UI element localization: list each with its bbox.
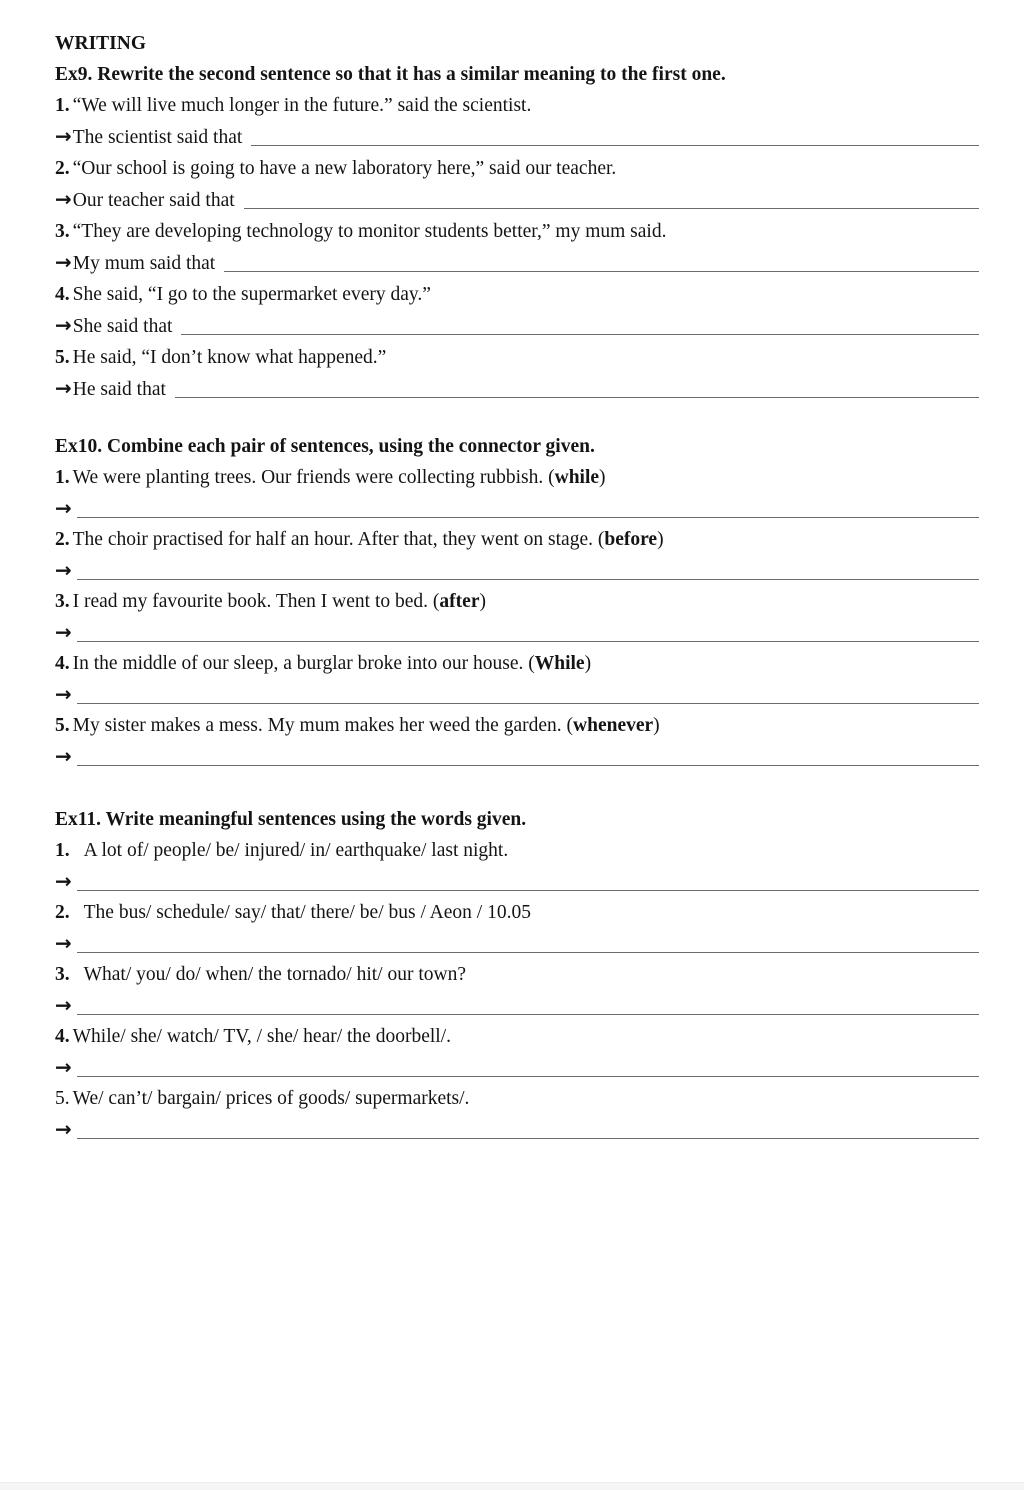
ex11-heading: Ex11. Write meaningful sentences using the words given. [55,809,527,830]
ex11-item-2-answer [55,928,979,959]
answer-blank-line [77,952,979,953]
ex9-heading: Ex9. Rewrite the second sentence so that it has a similar meaning to the first one. [55,64,726,85]
item-number: 2. [55,902,70,923]
item-number: 3. [55,221,70,242]
prompt-text: I read my favourite book. Then I went to bed. [72,591,429,612]
exercise-ex11 [55,804,979,1145]
ex9-item-2-answer [55,184,979,216]
answer-prefix: My mum said that [72,253,216,274]
prompt-text: We were planting trees. Our friends were collecting rubbish. [72,467,544,488]
answer-prefix: The scientist said that [72,127,243,148]
prompt-text: What/ you/ do/ when/ the tornado/ hit/ our town? [83,964,466,985]
arrow-icon: → [55,620,72,644]
arrow-icon: → [55,124,72,148]
ex10-item-1-answer [55,493,979,524]
ex11-item-1-prompt [55,835,979,866]
answer-blank-line [77,517,979,518]
paren-open: ( [528,653,535,674]
item-number: 2. [55,529,70,550]
answer-blank-line [77,703,979,704]
answer-blank-line [77,641,979,642]
answer-blank-line [175,397,979,398]
item-number: 2. [55,158,70,179]
prompt-text: She said, “I go to the supermarket every day.” [72,284,431,305]
ex10-item-5-answer [55,741,979,772]
ex11-item-3-prompt [55,959,979,990]
ex10-item-2-answer [55,555,979,586]
paren-open: ( [597,529,605,550]
item-number: 5. [55,715,70,736]
item-number: 3. [55,591,70,612]
ex11-item-1-answer [55,866,979,897]
answer-blank-line [77,890,979,891]
connector-word: before [604,529,658,550]
answer-blank-line [77,1014,979,1015]
item-number: 4. [55,1026,70,1047]
arrow-icon: → [55,313,72,337]
item-number: 3. [55,964,70,985]
bottom-edge-strip [0,1482,1024,1490]
paren-close: ) [584,653,592,674]
ex9-item-1-answer [55,121,979,153]
answer-blank-line [77,579,979,580]
ex9-item-4-prompt [55,279,979,310]
answer-blank-line [77,1138,979,1139]
ex10-item-1-prompt [55,462,979,493]
connector-word: While [534,653,585,674]
arrow-icon: → [55,869,72,893]
paren-close: ) [599,467,606,488]
arrow-icon: → [55,558,72,582]
ex10-item-4-prompt [55,648,979,679]
connector-label [548,467,605,488]
prompt-text: He said, “I don’t know what happened.” [72,347,387,368]
arrow-icon: → [55,1055,72,1079]
answer-prefix: She said that [72,316,173,337]
connector-label [567,715,660,736]
prompt-text: While/ she/ watch/ TV, / she/ hear/ the doorbell/. [72,1026,451,1047]
connector-word: while [554,467,600,488]
answer-blank-line [251,145,979,146]
ex9-item-3-prompt [55,216,979,247]
prompt-text: “We will live much longer in the future.” said the scientist. [72,95,532,116]
item-number: 1. [55,467,70,488]
ex10-item-5-prompt [55,710,979,741]
ex9-item-5-answer [55,373,979,405]
prompt-text: The choir practised for half an hour. After that, they went on stage. [72,529,593,550]
arrow-icon: → [55,993,72,1017]
ex10-item-4-answer [55,679,979,710]
arrow-icon: → [55,1117,72,1141]
prompt-text: “They are developing technology to monitor students better,” my mum said. [72,221,667,242]
paren-close: ) [653,715,660,736]
page-title: WRITING [55,33,147,54]
prompt-text: “Our school is going to have a new laboratory here,” said our teacher. [72,158,617,179]
ex9-item-5-prompt [55,342,979,373]
item-number: 1. [55,95,70,116]
exercise-ex9 [55,59,979,405]
paren-open: ( [432,591,440,612]
exercise-ex10 [55,431,979,772]
ex11-item-3-answer [55,990,979,1021]
paren-open: ( [566,715,574,736]
paren-close: ) [479,591,486,612]
connector-label [433,591,486,612]
ex9-item-4-answer [55,310,979,342]
connector-label [528,653,591,674]
answer-prefix: Our teacher said that [72,190,235,211]
ex11-item-5-prompt [55,1083,979,1114]
arrow-icon: → [55,187,72,211]
answer-blank-line [224,271,979,272]
item-number: 5. [55,1088,70,1109]
item-number: 5. [55,347,70,368]
prompt-text: We/ can’t/ bargain/ prices of goods/ supermarkets/. [72,1088,470,1109]
arrow-icon: → [55,682,72,706]
answer-blank-line [244,208,979,209]
ex11-item-4-prompt [55,1021,979,1052]
ex11-item-5-answer [55,1114,979,1145]
answer-blank-line [181,334,979,335]
ex9-item-1-prompt [55,90,979,121]
arrow-icon: → [55,744,72,768]
ex10-item-2-prompt [55,524,979,555]
ex10-heading: Ex10. Combine each pair of sentences, using the connector given. [55,436,595,457]
ex11-item-2-prompt [55,897,979,928]
connector-word: whenever [573,715,654,736]
ex9-item-2-prompt [55,153,979,184]
arrow-icon: → [55,250,72,274]
ex10-item-3-answer [55,617,979,648]
ex11-item-4-answer [55,1052,979,1083]
arrow-icon: → [55,496,72,520]
answer-blank-line [77,1076,979,1077]
paren-close: ) [657,529,664,550]
prompt-text: My sister makes a mess. My mum makes her weed the garden. [72,715,562,736]
connector-label [598,529,664,550]
paren-open: ( [548,467,555,488]
item-number: 4. [55,284,70,305]
ex9-item-3-answer [55,247,979,279]
connector-word: after [439,591,480,612]
ex10-item-3-prompt [55,586,979,617]
prompt-text: A lot of/ people/ be/ injured/ in/ earthquake/ last night. [83,840,509,861]
arrow-icon: → [55,376,72,400]
prompt-text: The bus/ schedule/ say/ that/ there/ be/ bus / Aeon / 10.05 [83,902,531,923]
prompt-text: In the middle of our sleep, a burglar broke into our house. [72,653,524,674]
item-number: 4. [55,653,70,674]
item-number: 1. [55,840,70,861]
answer-prefix: He said that [72,379,166,400]
arrow-icon: → [55,931,72,955]
answer-blank-line [77,765,979,766]
